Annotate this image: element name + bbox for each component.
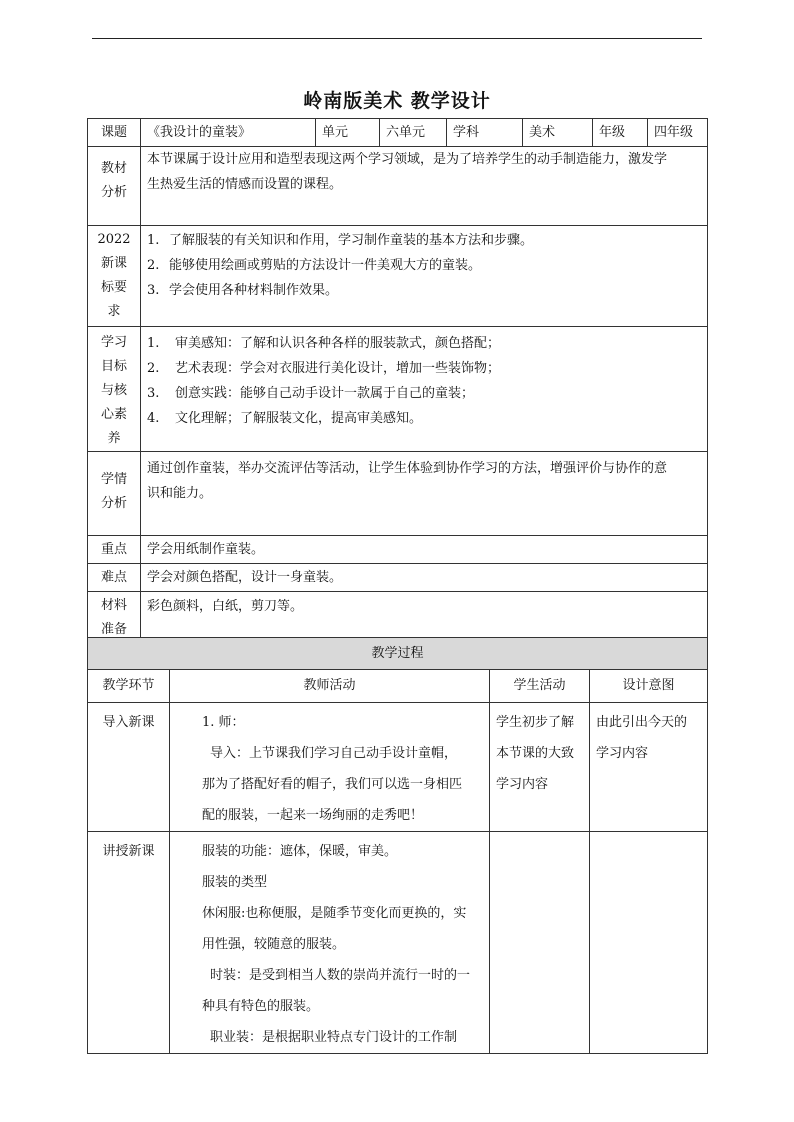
section-content [141,327,708,452]
teacher-activity-cell [170,703,490,832]
subject-label: 学科 [447,119,523,147]
section-label: 难点 [88,564,141,592]
student-line: 本节课的大致 [496,746,575,761]
student-activity-cell [490,832,590,1054]
section-content: 学会用纸制作童装。 [141,536,708,564]
teacher-line: 1. 师： [202,715,245,730]
list-item: 2. 艺术表现：学会对衣服进行美化设计，增加一些装饰物； [147,361,501,376]
content-line: 生热爱生活的情感而设置的课程。 [147,177,343,192]
lesson-info-table [87,118,708,645]
student-line: 学生初步了解 [496,715,575,730]
section-content: 彩色颜料，白纸，剪刀等。 [141,592,708,645]
teacher-line: 那为了搭配好看的帽子，我们可以选一身相匹 [202,777,463,792]
teacher-line: 休闲服:也称便服，是随季节变化而更换的，实 [202,906,467,921]
section-label: 重点 [88,536,141,564]
list-item: 3. 创意实践：能够自己动手设计一款属于自己的童装； [147,386,475,401]
process-header-row [88,670,708,703]
grade-label: 年级 [593,119,648,147]
teacher-line: 配的服装，一起来一场绚丽的走秀吧！ [202,808,424,823]
column-header: 教师活动 [170,670,490,703]
teacher-activity-cell [170,832,490,1054]
section-row-learning-objectives [88,327,708,452]
teacher-line: 种具有特色的服装。 [202,999,320,1014]
process-title-row [88,638,708,670]
section-content: 学会对颜色搭配，设计一身童装。 [141,564,708,592]
list-item: 4. 文化理解；了解服装文化，提高审美感知。 [147,411,423,426]
intent-line: 学习内容 [596,746,649,761]
student-line: 学习内容 [496,777,549,792]
content-line: 通过创作童装，举办交流评估等活动，让学生体验到协作学习的方法，增强评价与协作的意 [147,461,668,476]
unit-value: 六单元 [380,119,447,147]
course-label: 课题 [88,119,141,147]
section-label: 材料 准备 [88,592,141,645]
content-line: 本节课属于设计应用和造型表现这两个学习领域，是为了培养学生的动手制造能力，激发学 [147,152,668,167]
content-line: 识和能力。 [147,486,213,501]
table-row [88,832,708,1054]
phase-cell: 讲授新课 [88,832,170,1054]
teacher-line: 服装的类型 [202,875,268,890]
subject-value: 美术 [523,119,593,147]
section-content [141,452,708,536]
list-item: 2. 能够使用绘画或剪贴的方法设计一件美观大方的童装。 [147,258,482,273]
process-title: 教学过程 [88,638,708,670]
section-row-key-points [88,536,708,564]
course-value: 《我设计的童装》 [141,119,316,147]
teacher-line: 时装：是受到相当人数的崇尚并流行一时的一 [210,968,471,983]
section-row-difficulties [88,564,708,592]
column-header: 学生活动 [490,670,590,703]
grade-value: 四年级 [648,119,708,147]
list-item: 3. 学会使用各种材料制作效果。 [147,283,339,298]
column-header: 设计意图 [590,670,708,703]
teaching-process-table [87,637,708,1054]
column-header: 教学环节 [88,670,170,703]
teacher-line: 职业装：是根据职业特点专门设计的工作制 [210,1030,458,1045]
header-rule [92,38,702,39]
section-row-learner-analysis [88,452,708,536]
student-activity-cell [490,703,590,832]
section-label: 学情 分析 [88,452,141,536]
document-title: 岭南版美术 教学设计 [303,90,491,112]
unit-label: 单元 [316,119,380,147]
design-intent-cell [590,832,708,1054]
phase-cell: 导入新课 [88,703,170,832]
teacher-line: 导入：上节课我们学习自己动手设计童帽， [210,746,458,761]
section-content [141,147,708,226]
section-content [141,226,708,327]
intent-line: 由此引出今天的 [596,715,688,730]
section-label: 学习 目标 与核 心素 养 [88,327,141,452]
list-item: 1. 审美感知：了解和认识各种各样的服装款式，颜色搭配； [147,336,501,351]
teacher-line: 用性强，较随意的服装。 [202,937,346,952]
design-intent-cell [590,703,708,832]
table-row [88,703,708,832]
list-item: 1. 了解服装的有关知识和作用，学习制作童装的基本方法和步骤。 [147,233,534,248]
section-label: 教材 分析 [88,147,141,226]
info-row [88,119,708,147]
section-row-textbook-analysis [88,147,708,226]
section-row-curriculum-standards [88,226,708,327]
teacher-line: 服装的功能：遮体，保暖，审美。 [202,844,398,859]
section-label: 2022 新课 标要 求 [88,226,141,327]
